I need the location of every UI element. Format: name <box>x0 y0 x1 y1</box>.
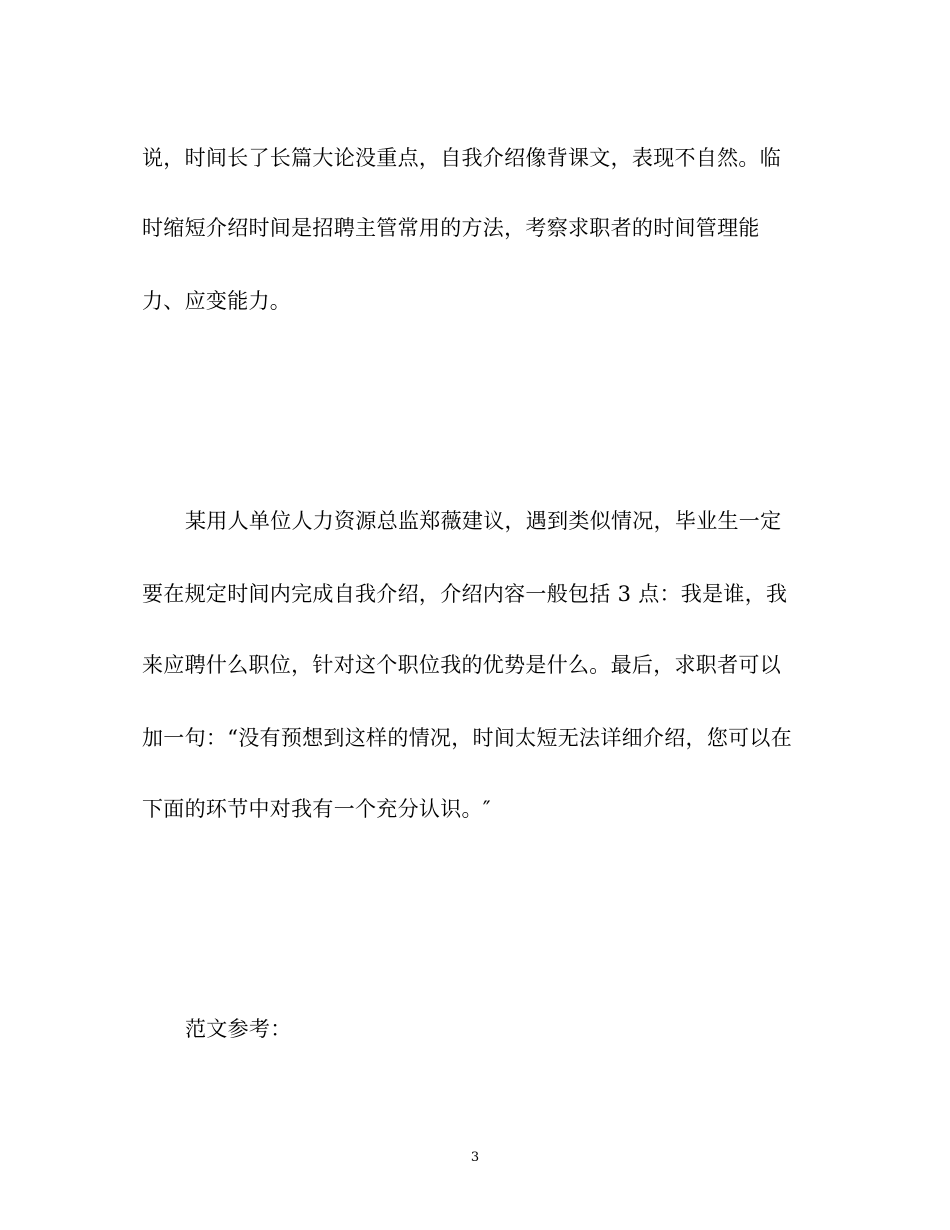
paragraph-1-line-3: 力、应变能力。 <box>142 289 292 313</box>
paragraph-2-line-3: 来应聘什么职位，针对这个职位我的优势是什么。最后，求职者可以 <box>142 653 781 677</box>
paragraph-2-line-2: 要在规定时间内完成自我介绍，介绍内容一般包括 3 点：我是谁，我 <box>142 582 788 606</box>
page-number: 3 <box>470 1150 480 1165</box>
paragraph-2-line-1: 某用人单位人力资源总监郑薇建议，遇到类似情况，毕业生一定 <box>185 509 782 533</box>
paragraph-2-line-5: 下面的环节中对我有一个充分认识。″ <box>142 797 491 821</box>
paragraph-3-line-1: 范文参考： <box>185 1017 292 1041</box>
paragraph-1-line-2: 时缩短介绍时间是招聘主管常用的方法，考察求职者的时间管理能 <box>142 216 760 240</box>
paragraph-2-line-4: 加一句：“没有预想到这样的情况，时间太短无法详细介绍，您可以在 <box>142 726 793 750</box>
paragraph-1-line-1: 说，时间长了长篇大论没重点，自我介绍像背课文，表现不自然。临 <box>142 146 781 170</box>
